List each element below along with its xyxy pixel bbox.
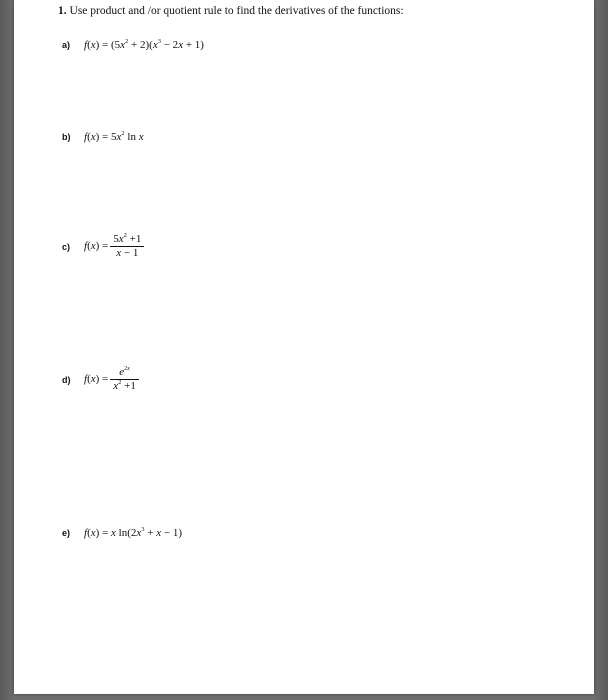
problem-label: e) (62, 528, 71, 539)
equation-d: f(x) = $\frac{e^{2x}}{x^2 +1}$ (84, 366, 139, 393)
fraction: $\frac{e^{2x}}{x^2 +1}$ (110, 366, 139, 393)
instruction-text: Use product and /or quotient rule to find the derivatives of the functions: (69, 5, 404, 17)
problem-a (62, 36, 204, 54)
problem-label: a) (62, 40, 71, 51)
document-page (14, 0, 594, 694)
problem-b (62, 128, 144, 146)
instruction-line (58, 5, 404, 17)
problem-label: c) (62, 241, 71, 252)
problem-label: d) (62, 374, 71, 385)
equation-a: $f(x) = (5x^2 + 2)(x^3 - 2x + 1)$ (84, 38, 204, 52)
equation-b: $f(x) = 5x^2$ ln x (84, 130, 144, 144)
equation-c: f(x) = $\frac{5x^2 +1}{x - 1}$ (84, 233, 144, 260)
equation-e: f(x) = x $\ln(2x^3 + x - 1)$ (84, 526, 182, 540)
problem-c (62, 233, 144, 260)
question-number: 1. (58, 5, 67, 17)
problem-d (62, 366, 139, 393)
problem-e (62, 524, 182, 542)
fraction: $\frac{5x^2 +1}{x - 1}$ (110, 233, 144, 260)
problem-label: b) (62, 132, 71, 143)
